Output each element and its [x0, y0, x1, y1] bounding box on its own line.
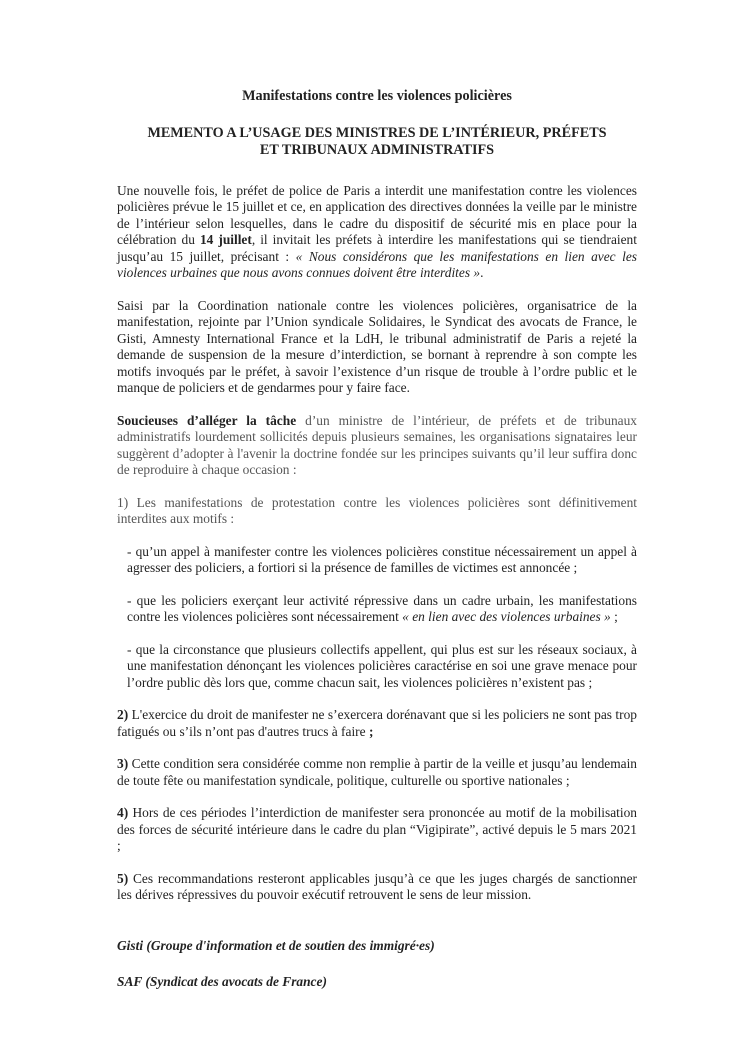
bullet-3: - que la circonstance que plusieurs collectifs appellent, qui plus est sur les réseaux sociaux, à une manifestation dénonçant les violences policières caractérise en soi une grave menace pour l’ordre public dès lors que, comme chacun sait, les violences policières n’existent pas ; [127, 641, 637, 690]
item-3 [117, 756, 637, 789]
paragraph-tribunal: Saisi par la Coordination nationale contre les violences policières, organisatrice de la manifestation, rejointe par l’Union syndicale Solidaires, le Syndicat des avocats de France, le Gisti, Amnesty International France et la LdH, le tribunal administratif de Paris a rejeté la demande de suspension de la mesure d’interdiction, se bornant à reprendre à son compte les motifs invoqués par le préfet, à savoir l’existence d’un risque de trouble à l’ordre public et le manque de policiers et de gendarmes pour y faire face. [117, 297, 637, 395]
item-3-number: 3) [117, 756, 129, 771]
item-2 [117, 707, 637, 740]
item-2-end: ; [368, 723, 374, 739]
intro-date: 14 juillet [199, 232, 252, 247]
item-4-text: Hors de ces périodes l’interdiction de manifester sera prononcée au motif de la mobilisation des forces de sécurité intérieure dans le cadre du plan “Vigipirate”, activé depuis le 5 mars 2021 ; [117, 805, 637, 853]
item-2-number: 2) [117, 707, 129, 722]
bullet-2-quote: « en lien avec des violences urbaines » [402, 609, 611, 624]
paragraph-doctrine [117, 413, 637, 479]
document-body [117, 88, 637, 1011]
item-5-text: Ces recommandations resteront applicables jusqu’à ce que les juges chargés de sanctionner les dérives répressives du pouvoir exécutif retrouvent le sens de leur mission. [117, 870, 637, 902]
bullet-2-end: ; [610, 609, 618, 624]
item-1: 1) Les manifestations de protestation contre les violences policières sont définitivement interdites aux motifs : [117, 494, 637, 526]
bullet-2-text: - que les policiers exerçant leur activité répressive dans un cadre urbain, les manifestations contre les violences policières sont nécessairement [127, 592, 637, 624]
document-title: Manifestations contre les violences policières [242, 88, 512, 104]
bullet-2 [127, 593, 637, 626]
signatory-saf: SAF (Syndicat des avocats de France) [117, 974, 327, 989]
intro-end: . [480, 265, 484, 280]
subtitle-line-1: MEMENTO A L’USAGE DES MINISTRES DE L’INTÉRIEUR, PRÉFETS [147, 124, 607, 141]
item-5-number: 5) [117, 870, 129, 886]
item-3-text: Cette condition sera considérée comme non remplie à partir de la veille et jusqu’au lendemain de toute fête ou manifestation syndicale, politique, culturelle ou sportive nationales ; [117, 756, 637, 788]
doctrine-lead: Soucieuses d’alléger la tâche [117, 412, 297, 428]
item-2-text: L'exercice du droit de manifester ne s’exercera dorénavant que si les policiers ne sont pas trop fatigués ou s’ils n’ont pas d'autres trucs à faire [117, 707, 637, 739]
item-5 [117, 871, 637, 904]
intro-text-2: , il invitait les préfets à interdire les manifestations qui se tiendraient jusqu’au 15 juillet, précisant : [117, 232, 637, 264]
item-4 [117, 805, 637, 855]
item-4-number: 4) [117, 805, 129, 820]
bullet-1: - qu’un appel à manifester contre les violences policières constitue nécessairement un appel à agresser des policiers, a fortiori si la présence de familles de victimes est annoncée ; [127, 543, 637, 575]
paragraph-intro [117, 183, 637, 282]
doctrine-text: d’un ministre de l’intérieur, de préfets et de tribunaux administratifs lourdement sollicités depuis plusieurs semaines, les organisations signataires leur suggèrent d’adopter à l'avenir la doctrine fondée sur les principes suivants qu’il leur suffira donc de reproduire à chaque occasion : [117, 412, 637, 477]
subtitle-line-2: ET TRIBUNAUX ADMINISTRATIFS [259, 141, 495, 158]
intro-text: Une nouvelle fois, le préfet de police de Paris a interdit une manifestation contre les violences policières prévue le 15 juillet et ce, en application des directives données la veille par le ministre de l’intérieur selon lesquelles, dans le cadre du dispositif de sécurité mis en place pour la célébration du [117, 182, 637, 247]
signatory-gisti: Gisti (Groupe d'information et de soutien des immigré·es) [117, 937, 435, 953]
document-subtitle [117, 125, 637, 159]
intro-quote: « Nous considérons que les manifestations en lien avec les violences urbaines que nous avons connues doivent être interdites » [117, 248, 637, 280]
